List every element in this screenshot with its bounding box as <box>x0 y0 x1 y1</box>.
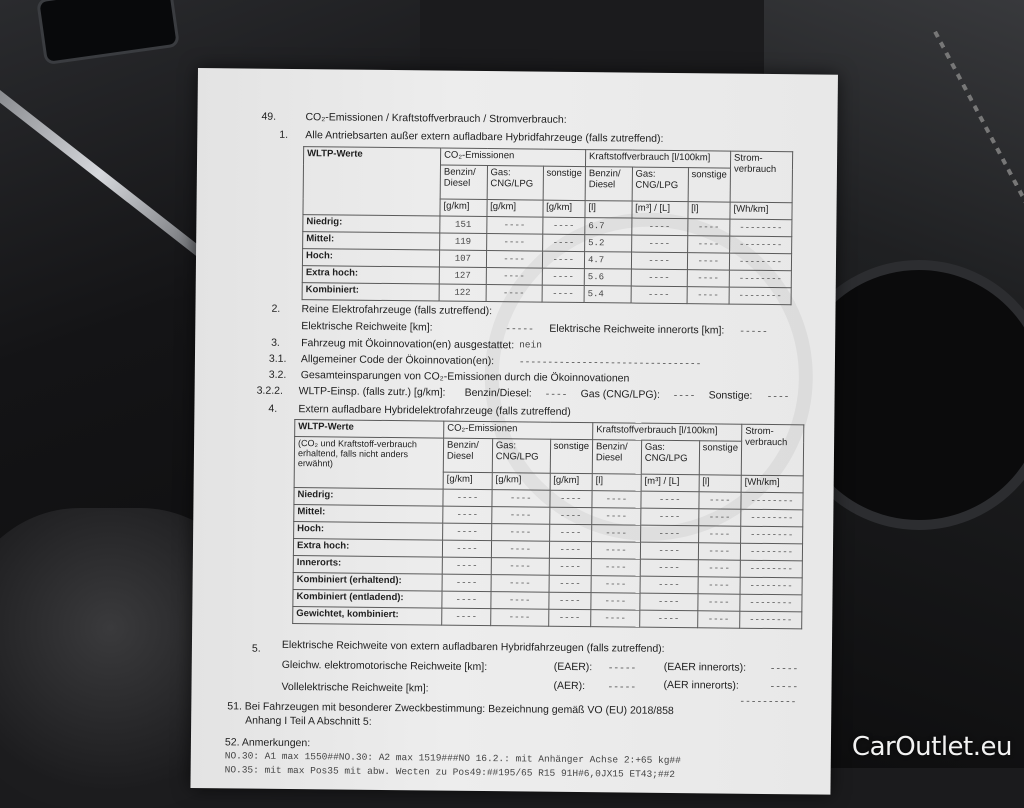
eaer-label: Gleichw. elektromotorische Reichweite [km]: <box>281 658 488 674</box>
t1-dash: ---- <box>687 287 730 304</box>
t2-dash: ---- <box>641 491 699 509</box>
t2-dash: -------- <box>741 492 803 510</box>
t1-sub-sonstige-2: sonstige <box>688 168 731 202</box>
t2-dash: ---- <box>443 523 492 541</box>
wltp-saving-gas-label: Gas (CNG/LPG): <box>580 388 661 401</box>
t1-dash: ---- <box>631 218 687 236</box>
t2-dash: ---- <box>640 576 698 594</box>
t2-row-label: Kombiniert (entladend): <box>293 590 442 609</box>
watermark-brand: CarOutlet <box>851 732 973 762</box>
t2-dash: ---- <box>592 508 641 526</box>
t2-unit: [l] <box>699 475 742 492</box>
t1-header-fuel: Kraftstoffverbrauch [l/100km] <box>585 150 730 169</box>
t1-header-wltp: WLTP-Werte <box>303 147 441 216</box>
t1-unit: [g/km] <box>543 200 586 217</box>
t1-row-label: Extra hoch: <box>302 266 439 284</box>
t2-header-co2: CO₂-Emissionen <box>444 421 593 440</box>
ev-range-city-value: ----- <box>739 325 768 337</box>
t2-sub-benzin: Benzin/ Diesel <box>443 438 492 473</box>
t2-dash: ---- <box>591 593 640 611</box>
t1-sub-sonstige: sonstige <box>543 166 586 200</box>
section-1-title: Alle Antriebsarten außer extern aufladbare Hybridfahrzeuge (falls zutreffend): <box>305 129 664 145</box>
wltp-saving-sonstige-value: ---- <box>766 390 790 403</box>
t2-dash: ---- <box>442 557 491 575</box>
t1-co2-value: 127 <box>439 267 486 284</box>
t1-dash: ---- <box>486 251 542 269</box>
aer-label: Vollelektrische Reichweite [km]: <box>281 680 429 695</box>
section-2-title: Reine Elektrofahrzeuge (falls zutreffend): <box>301 303 493 318</box>
t1-unit: [m³] / [L] <box>632 201 688 219</box>
t1-dash: ---- <box>542 234 585 251</box>
t2-header-wltp: WLTP-Werte <box>295 420 444 439</box>
section-5-title: Elektrische Reichweite von extern aufladbaren Hybridfahrzeugen (falls zutreffend): <box>281 638 665 655</box>
t1-dash: -------- <box>729 253 791 271</box>
t1-co2-value: 151 <box>440 216 487 233</box>
t2-unit: [m³] / [L] <box>641 474 699 492</box>
t2-dash: ---- <box>442 608 491 626</box>
section-52-title: 52. Anmerkungen: <box>224 736 311 750</box>
t1-dash: ---- <box>631 252 687 270</box>
t2-dash: -------- <box>740 594 802 612</box>
section-3-1-title: Allgemeiner Code der Ökoinnovation(en): <box>300 353 495 368</box>
t2-unit: [g/km] <box>443 472 492 490</box>
t2-dash: ---- <box>640 610 698 628</box>
ev-range-label: Elektrische Reichweite [km]: <box>301 320 433 334</box>
t1-dash: ---- <box>687 253 730 270</box>
t2-row-label: Gewichtet, kombiniert: <box>293 607 442 626</box>
t1-dash: ---- <box>486 268 542 286</box>
wltp-saving-benzin-label: Benzin/Diesel: <box>464 386 532 400</box>
t2-dash: ---- <box>698 543 741 560</box>
t1-dash: ---- <box>687 270 730 287</box>
t2-dash: ---- <box>549 558 592 575</box>
t1-dash: ---- <box>542 285 585 302</box>
t1-row-label: Hoch: <box>302 249 439 267</box>
t2-dash: ---- <box>592 491 641 509</box>
t2-dash: ---- <box>491 541 549 559</box>
watermark-domain: .eu <box>972 732 1012 762</box>
t2-dash: ---- <box>698 526 741 543</box>
t1-dash: -------- <box>729 287 791 305</box>
t2-dash: -------- <box>741 526 803 544</box>
t1-unit: [l] <box>688 202 731 219</box>
t2-sub-sonstige-2: sonstige <box>699 441 742 475</box>
t1-fuel-value: 6.7 <box>585 218 632 235</box>
t2-dash: ---- <box>549 541 592 558</box>
t2-dash: ---- <box>442 574 491 592</box>
t2-row-label: Niedrig: <box>294 488 443 507</box>
eco-code-value: -------------------------------- <box>518 356 702 370</box>
t2-dash: ---- <box>442 591 491 609</box>
t1-dash: ---- <box>687 219 730 236</box>
t2-row-label: Hoch: <box>294 522 443 541</box>
t1-dash: ---- <box>486 234 542 252</box>
t2-dash: ---- <box>591 559 640 577</box>
t1-fuel-value: 4.7 <box>584 252 631 269</box>
t1-dash: ---- <box>631 235 687 253</box>
ev-range-value: ----- <box>505 323 534 335</box>
section-4-title: Extern aufladbare Hybridelektrofahrzeuge (falls zutreffend) <box>298 403 571 418</box>
t1-dash: -------- <box>730 219 792 237</box>
section-3-2-title: Gesamteinsparungen von CO₂-Emissionen durch die Ökoinnovationen <box>300 369 630 385</box>
t2-dash: -------- <box>740 611 802 629</box>
t2-unit: [Wh/km] <box>741 475 803 493</box>
t1-row-label: Mittel: <box>303 232 440 250</box>
t2-dash: ---- <box>442 540 491 558</box>
wltp-saving-gas-value: ---- <box>672 389 696 402</box>
t1-dash: ---- <box>486 217 542 235</box>
section-2-number: 2. <box>271 302 281 315</box>
t1-unit: [Wh/km] <box>730 202 792 220</box>
t1-dash: ---- <box>542 251 585 268</box>
section-3-2-number: 3.2. <box>268 368 287 381</box>
t2-sub-sonstige: sonstige <box>550 439 593 473</box>
t2-dash: ---- <box>591 542 640 560</box>
t2-unit: [l] <box>592 474 641 492</box>
section-3-2-2-title: WLTP-Einsp. (falls zutr.) [g/km]: <box>298 385 446 399</box>
wltp-saving-benzin-value: ---- <box>544 388 568 400</box>
eaer-city-value: ----- <box>769 663 799 675</box>
t2-dash: ---- <box>491 558 549 576</box>
registration-document <box>190 68 838 795</box>
t2-dash: ---- <box>591 576 640 594</box>
t1-co2-value: 122 <box>439 284 486 301</box>
t2-dash: ---- <box>491 592 549 610</box>
t1-sub-gas-2: Gas: CNG/LPG <box>632 167 688 202</box>
t1-dash: ---- <box>486 285 542 303</box>
t2-dash: -------- <box>740 543 802 561</box>
t2-dash: ---- <box>443 489 492 507</box>
t2-dash: -------- <box>740 560 802 578</box>
t2-unit: [g/km] <box>550 473 593 490</box>
section-3-1-number: 3.1. <box>268 352 287 365</box>
eco-innovation-value: nein <box>519 339 542 351</box>
t2-dash: ---- <box>698 509 741 526</box>
t1-dash: ---- <box>631 269 687 287</box>
t1-sub-benzin-2: Benzin/ Diesel <box>585 167 632 201</box>
t2-row-label: Extra hoch: <box>293 539 442 558</box>
t2-dash: ---- <box>443 506 492 524</box>
t2-dash: ---- <box>492 490 550 508</box>
t1-fuel-value: 5.4 <box>584 286 631 303</box>
t2-dash: ---- <box>549 524 592 541</box>
t1-header-strom: Strom-verbrauch <box>730 151 793 203</box>
wltp-saving-sonstige-label: Sonstige: <box>708 389 753 402</box>
t1-row-label: Kombiniert: <box>302 283 439 301</box>
t2-dash: ---- <box>698 577 741 594</box>
t2-header-fuel: Kraftstoffverbrauch [l/100km] <box>593 423 742 442</box>
t2-dash: ---- <box>550 490 593 507</box>
t1-dash: -------- <box>729 270 791 288</box>
section-49-title: CO₂-Emissionen / Kraftstoffverbrauch / Stromverbrauch: <box>305 111 567 126</box>
t1-unit: [l] <box>585 201 632 218</box>
section-3-2-2-number: 3.2.2. <box>256 384 283 397</box>
t2-dash: ---- <box>592 525 641 543</box>
eaer-value: ----- <box>607 662 637 674</box>
t2-sub-gas: Gas: CNG/LPG <box>492 439 550 474</box>
t2-row-label: Innerorts: <box>293 556 442 575</box>
t2-dash: ---- <box>697 594 740 611</box>
t2-unit: [g/km] <box>492 473 550 491</box>
t1-co2-value: 107 <box>439 250 486 267</box>
t2-header-note: (CO₂ und Kraftstoff-verbrauch erhaltend, falls nicht anders erwähnt) <box>294 437 444 490</box>
t2-dash: ---- <box>491 609 549 627</box>
t1-dash: -------- <box>730 236 792 254</box>
section-51-text: 51. Bei Fahrzeugen mit besonderer Zweckbestimmung: Bezeichnung gemäß VO (EU) 2018/858 <box>227 700 674 718</box>
t2-body <box>293 488 803 629</box>
section-52-line-1: NO.30: A1 max 1550##NO.30: A2 max 1519###NO 16.2.: mit Anhänger Achse 2:+65 kg## <box>224 750 681 767</box>
aer-city-value: ----- <box>769 681 799 693</box>
wltp-table-2 <box>292 419 804 629</box>
wltp-table-1 <box>302 146 794 305</box>
section-51-value: ---------- <box>739 695 797 708</box>
t1-dash: ---- <box>542 268 585 285</box>
t2-sub-gas-2: Gas: CNG/LPG <box>641 440 699 475</box>
t2-dash: ---- <box>640 525 698 543</box>
section-3-number: 3. <box>271 336 280 349</box>
eaer-city-code: (EAER innerorts): <box>663 660 747 674</box>
t2-dash: ---- <box>640 559 698 577</box>
eaer-code: (EAER): <box>553 660 593 674</box>
section-4-number: 4. <box>268 402 278 415</box>
t2-dash: ---- <box>698 560 741 577</box>
t1-co2-value: 119 <box>440 233 487 250</box>
t2-dash: ---- <box>640 542 698 560</box>
t2-dash: ---- <box>698 492 741 509</box>
section-51-annex: Anhang I Teil A Abschnitt 5: <box>245 714 372 728</box>
t2-dash: -------- <box>741 509 803 527</box>
t2-dash: ---- <box>491 524 549 542</box>
t1-unit: [g/km] <box>487 200 543 218</box>
t1-fuel-value: 5.2 <box>585 235 632 252</box>
t2-dash: ---- <box>548 592 591 609</box>
section-1-number: 1. <box>279 128 289 141</box>
t1-unit: [g/km] <box>440 199 487 216</box>
t1-row-label: Niedrig: <box>303 215 440 233</box>
t2-sub-benzin-2: Benzin/ Diesel <box>592 440 641 475</box>
t1-dash: ---- <box>542 217 585 234</box>
t1-header-co2: CO₂-Emissionen <box>440 148 585 167</box>
ev-range-city-label: Elektrische Reichweite innerorts [km]: <box>549 322 725 337</box>
t2-dash: ---- <box>640 593 698 611</box>
aer-city-code: (AER innerorts): <box>663 678 739 692</box>
t2-dash: ---- <box>641 508 699 526</box>
aer-value: ----- <box>607 681 637 693</box>
t2-header-strom: Strom-verbrauch <box>741 424 804 476</box>
t2-dash: ---- <box>591 610 640 628</box>
t2-dash: ---- <box>492 507 550 525</box>
t2-row-label: Kombiniert (erhaltend): <box>293 573 442 592</box>
t1-dash: ---- <box>687 236 730 253</box>
section-3-title: Fahrzeug mit Ökoinnovation(en) ausgestattet: <box>301 337 515 352</box>
t2-dash: ---- <box>549 507 592 524</box>
t2-dash: -------- <box>740 577 802 595</box>
t1-fuel-value: 5.6 <box>584 269 631 286</box>
t2-dash: ---- <box>491 575 549 593</box>
caroutlet-watermark-logo <box>852 732 1012 762</box>
t1-sub-gas: Gas: CNG/LPG <box>487 166 543 201</box>
t2-dash: ---- <box>549 575 592 592</box>
t1-sub-benzin: Benzin/ Diesel <box>440 165 487 199</box>
t2-dash: ---- <box>548 609 591 626</box>
t2-row-label: Mittel: <box>294 505 443 524</box>
t2-dash: ---- <box>697 611 740 628</box>
section-49-number: 49. <box>261 110 277 123</box>
aer-code: (AER): <box>553 679 586 693</box>
section-52-line-2: NO.35: mit max Pos35 mit abw. Wecten zu Pos49:##195/65 R15 91H#6,0JX15 ET43;##2 <box>224 764 676 781</box>
t1-dash: ---- <box>631 286 687 304</box>
section-5-number: 5. <box>251 642 261 655</box>
